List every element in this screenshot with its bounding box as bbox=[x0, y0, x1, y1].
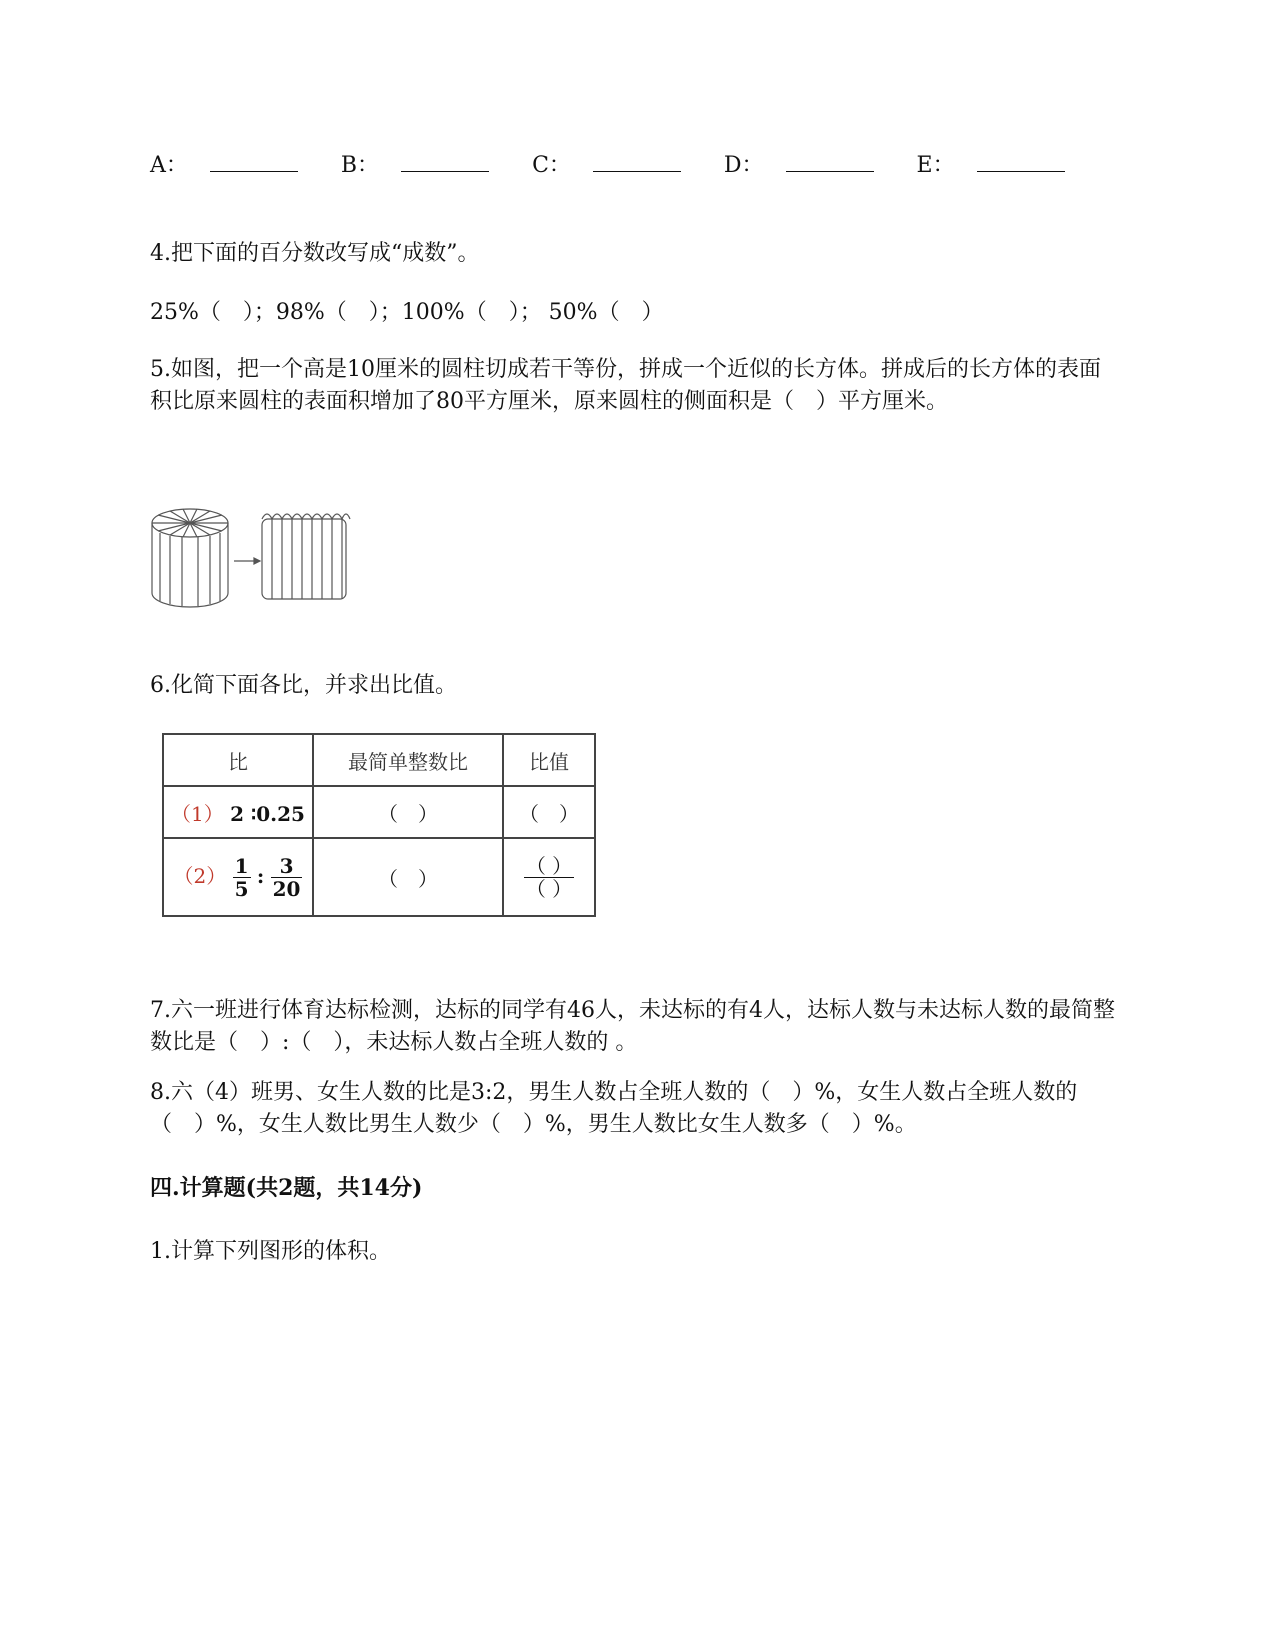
fraction-denominator: 20 bbox=[272, 876, 301, 901]
fraction-blank-top: （ ） bbox=[525, 853, 573, 878]
cylinder-icon bbox=[152, 509, 228, 607]
row2-ratio-cell bbox=[163, 838, 313, 916]
question-4-title: 4.把下面的百分数改写成“成数”。 bbox=[150, 241, 480, 266]
fraction-blank-bottom: （ ） bbox=[525, 876, 573, 901]
section-4-title: 四.计算题(共2题，共14分) bbox=[150, 1175, 423, 1201]
header-value: 比值 bbox=[503, 734, 595, 786]
blank-line bbox=[977, 151, 1065, 172]
blank-a[interactable] bbox=[150, 150, 316, 182]
question-4-items: 25%（ ）；98%（ ）；100%（ ）； 50%（ ） bbox=[150, 300, 664, 325]
question-6-title: 6.化简下面各比，并求出比值。 bbox=[150, 673, 457, 698]
blank-line bbox=[786, 151, 874, 172]
cuboid-icon bbox=[262, 514, 350, 599]
blank-label: C： bbox=[532, 153, 571, 178]
fraction-numerator: 1 bbox=[234, 853, 249, 878]
ratio-colon: : bbox=[256, 863, 265, 888]
fraction-denominator: 5 bbox=[234, 876, 249, 901]
row1-value-blank[interactable]: （ ） bbox=[503, 786, 595, 838]
row2-value-cell[interactable] bbox=[503, 838, 595, 916]
fraction-three-twentieths bbox=[271, 855, 303, 900]
fraction-one-fifth bbox=[233, 855, 251, 900]
blank-b[interactable] bbox=[341, 150, 507, 182]
row1-ratio: 2 ∶0.25 bbox=[230, 801, 305, 826]
blank-label: D： bbox=[723, 153, 764, 178]
row2-simplest-blank[interactable]: （ ） bbox=[313, 838, 503, 916]
row1-ratio-cell bbox=[163, 786, 313, 838]
answer-blanks-row bbox=[150, 150, 1101, 182]
blank-line bbox=[401, 151, 489, 172]
fraction-blank[interactable] bbox=[524, 855, 574, 900]
blank-e[interactable] bbox=[917, 150, 1083, 182]
arrow-icon bbox=[234, 558, 260, 564]
header-simplest: 最简单整数比 bbox=[313, 734, 503, 786]
header-ratio: 比 bbox=[163, 734, 313, 786]
blank-line bbox=[593, 151, 681, 172]
blank-label: E： bbox=[916, 153, 955, 178]
blank-d[interactable] bbox=[724, 150, 892, 182]
row1-index: （1） bbox=[171, 801, 224, 826]
question-7-text: 7.六一班进行体育达标检测，达标的同学有46人，未达标的有4人，达标人数与未达标人数的最简整数比是（ ）:（ ），未达标人数占全班人数的 。 bbox=[150, 998, 1115, 1055]
row1-simplest-blank[interactable]: （ ） bbox=[313, 786, 503, 838]
section-4-question-1: 1.计算下列图形的体积。 bbox=[150, 1239, 391, 1264]
blank-label: A： bbox=[150, 153, 188, 178]
row2-index: （2） bbox=[173, 863, 227, 888]
ratio-table bbox=[162, 733, 596, 917]
blank-label: B： bbox=[340, 153, 380, 178]
fraction-numerator: 3 bbox=[271, 855, 303, 878]
question-5-text: 5.如图，把一个高是10厘米的圆柱切成若干等份，拼成一个近似的长方体。拼成后的长方体的表面积比原来圆柱的表面积增加了80平方厘米，原来圆柱的侧面积是（ ）平方厘米。 bbox=[150, 357, 1101, 414]
blank-line bbox=[210, 151, 298, 172]
cylinder-to-cuboid-figure bbox=[150, 505, 370, 615]
question-8-text: 8.六（4）班男、女生人数的比是3:2，男生人数占全班人数的（ ）%，女生人数占全班人数的（ ）%，女生人数比男生人数少（ ）%，男生人数比女生人数多（ ）%。 bbox=[150, 1080, 1078, 1137]
blank-c[interactable] bbox=[532, 150, 699, 182]
